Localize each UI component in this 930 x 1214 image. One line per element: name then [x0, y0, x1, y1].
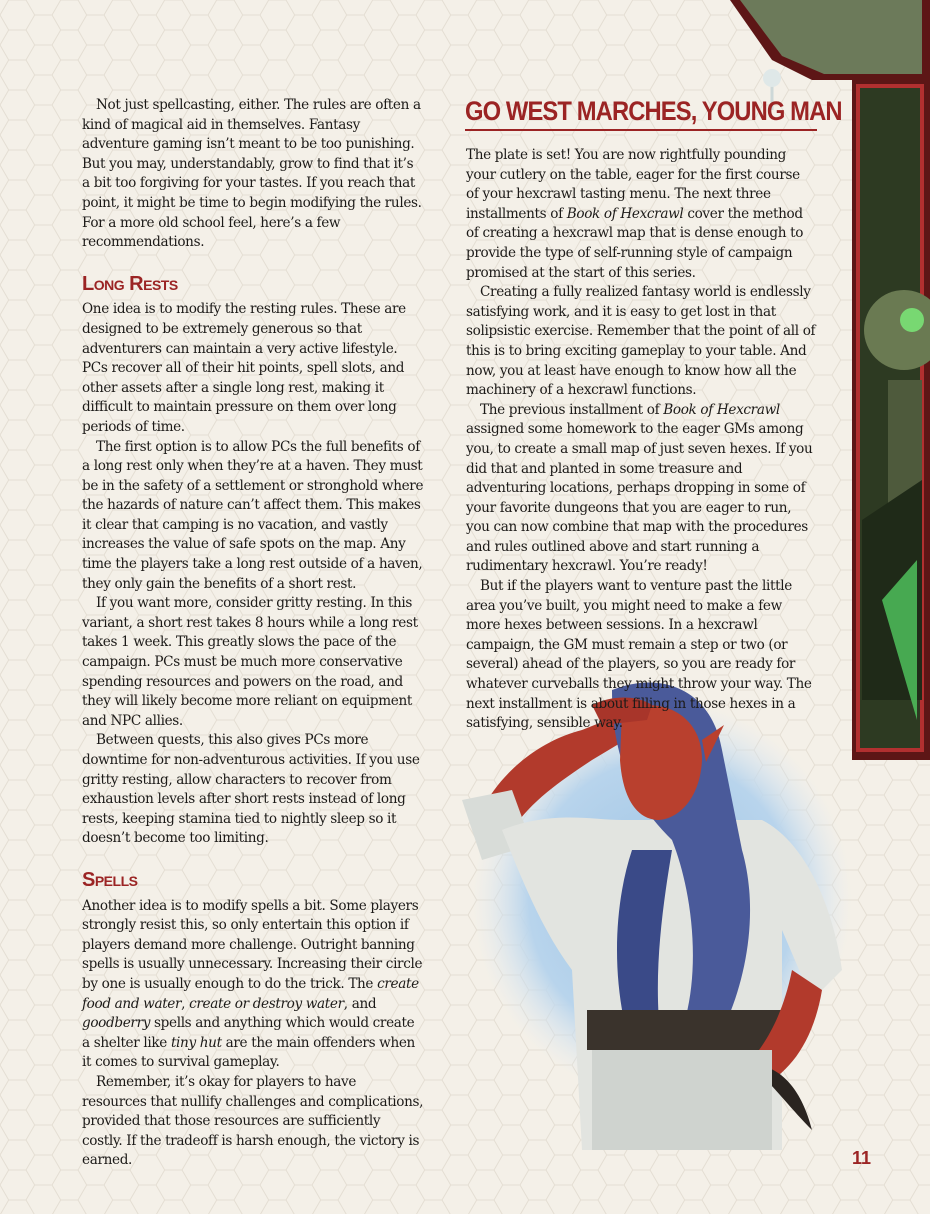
long-rests-paragraph-2: The first option is to allow PCs the full benefits of a long rest only when they’re at a haven. They must be in the safety of a settlement or stronghold where the hazards of nature can’t affect them. This makes it clear that camping is no vacation, and vastly increases the value of safe spots on the map. Any time the players take a long rest outside of a haven, they only gain the benefits of a short rest.: [82, 438, 424, 592]
spells-paragraph-1: Another idea is to modify spells a bit. Some players strongly resist this, so only entertain this option if players demand more challenge. Outright banning spells is usually unnecessary. Increasing their circle by one is usually enough to do the trick. The create food and water, create or destroy water, and goodberry spells and anything which would create a shelter like tiny hut are the main offenders when it comes to survival gameplay.: [82, 897, 423, 1071]
intro-paragraph: Not just spellcasting, either. The rules are often a kind of magical aid in themselves. Fantasy adventure gaming isn’t meant to be too punishing. But you may, understandably, grow to find that it’s a bit too forgiving for your tastes. If you reach that point, it might be time to begin modifying the rules. For a more old school feel, here’s a few recommendations.: [82, 97, 422, 251]
marches-paragraph-3: The previous installment of Book of Hexcrawl assigned some homework to the eager GMs among you, to create a small map of just seven hexes. If you did that and planted in some treasure and adventuring locations, perhaps dropping in some of your favorite dungeons that you are eager to run, you can now combine that map with the procedures and rules outlined above and start running a rudimentary hexcrawl. You’re ready!: [466, 401, 813, 575]
marches-paragraph-4: But if the players want to venture past the little area you’ve built, you might need to make a few more hexes between sessions. In a hexcrawl campaign, the GM must remain a step or two (or several) ahead of the players, so you are ready for whatever curveballs they might throw your way. The next installment is about filling in those hexes in a satisfying, sensible way.: [466, 578, 812, 732]
page-number: 11: [852, 1148, 872, 1168]
title-underline: [465, 129, 817, 131]
character-illustration: [462, 670, 862, 1170]
spells-heading: Spells: [82, 868, 138, 891]
long-rests-paragraph-1: One idea is to modify the resting rules. These are designed to be extremely generous so that adventurers can maintain a very active lifestyle. PCs recover all of their hit points, spell slots, and other assets after a single long rest, making it difficult to maintain pressure on them over long periods of time.: [82, 301, 406, 435]
long-rests-heading: Long Rests: [82, 272, 178, 295]
spells-paragraph-2: Remember, it’s okay for players to have resources that nullify challenges and complications, provided that those resources are sufficiently costly. If the tradeoff is harsh enough, the victory is earned.: [82, 1073, 424, 1169]
long-rests-paragraph-3: If you want more, consider gritty resting. In this variant, a short rest takes 8 hours while a long rest takes 1 week. This greatly slows the pace of the campaign. PCs must be much more conservative spending resources and powers on the road, and they will likely become more reliant on equipment and NPC allies.: [82, 595, 418, 729]
right-column: [466, 146, 816, 734]
long-rests-paragraph-4: Between quests, this also gives PCs more downtime for non-adventurous activities. If you use gritty resting, allow characters to recover from exhaustion levels after short rests instead of long rests, keeping stamina tied to nightly sleep so it doesn’t become too limiting.: [82, 732, 420, 847]
section-title: GO WEST MARCHES, YOUNG MAN: [465, 96, 842, 126]
marches-paragraph-2: Creating a fully realized fantasy world is endlessly satisfying work, and it is easy to get lost in that solipsistic exercise. Remember that the point of all of this is to bring exciting gameplay to your table. And now, you at least have enough to know how all the machinery of a hexcrawl functions.: [466, 284, 816, 399]
marches-paragraph-1: The plate is set! You are now rightfully pounding your cutlery on the table, eager for the first course of your hexcrawl tasting menu. The next three installments of Book of Hexcrawl cover the method of creating a hexcrawl map that is dense enough to provide the type of self-running style of campaign promised at the start of this series.: [466, 147, 804, 281]
left-column: [82, 96, 424, 1171]
